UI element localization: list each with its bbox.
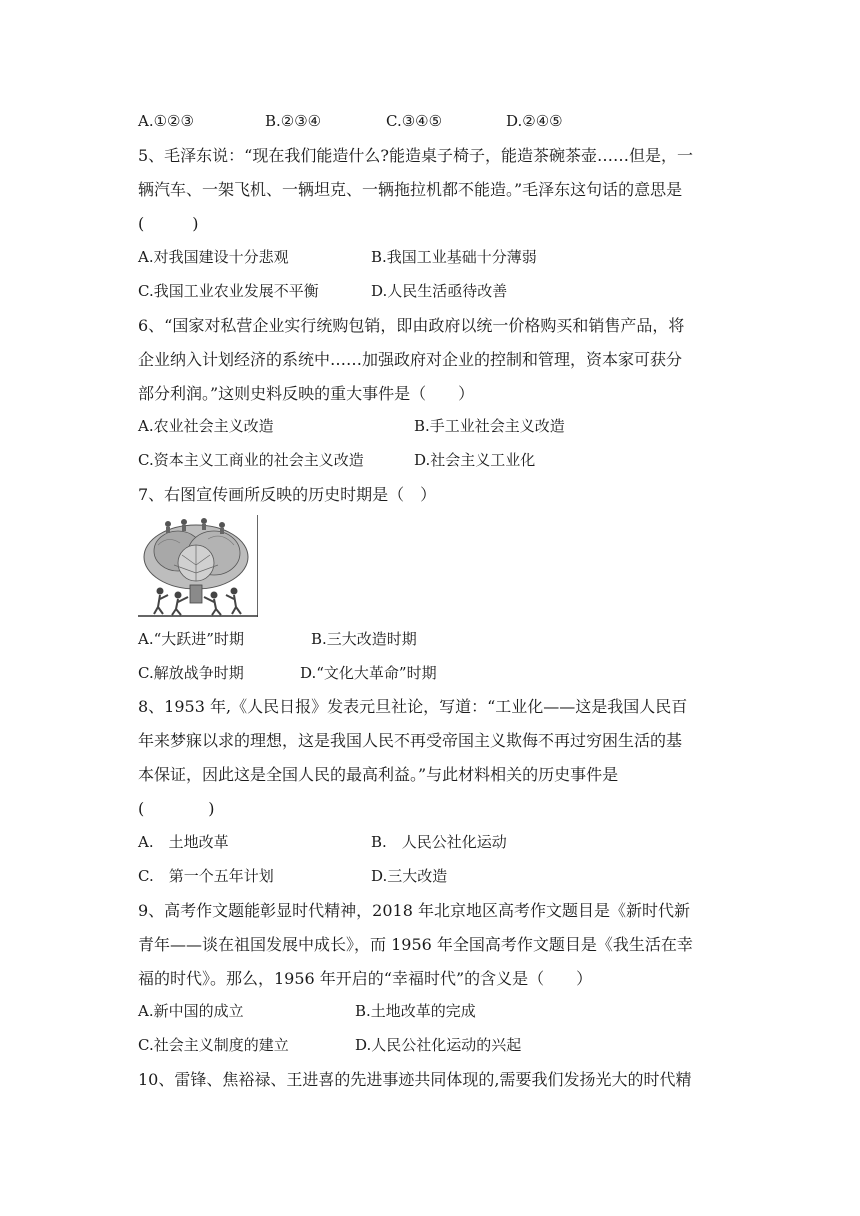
q9-option-c: C.社会主义制度的建立 (138, 1036, 289, 1054)
q7-option-d: D.“文化大革命”时期 (300, 664, 437, 682)
q9-stem-line: 福的时代》。那么，1956 年开启的“幸福时代”的含义是（ ） (138, 969, 593, 988)
q8-option-c: C. 第一个五年计划 (138, 867, 274, 885)
q5-option-a: A.对我国建设十分悲观 (138, 248, 289, 266)
q6-stem-line: 6、“国家对私营企业实行统购包销，即由政府以统一价格购买和销售产品，将 (138, 316, 685, 335)
q6-option-d: D.社会主义工业化 (414, 451, 536, 469)
q9-option-d: D.人民公社化运动的兴起 (355, 1036, 522, 1054)
q4-option-c: C.③④⑤ (386, 112, 443, 130)
q5-answer-blank: ( ) (138, 214, 199, 233)
q10-stem-line: 10、雷锋、焦裕禄、王进喜的先进事迹共同体现的,需要我们发扬光大的时代精 (138, 1070, 692, 1089)
q8-option-a: A. 土地改革 (138, 833, 229, 851)
q9-stem-line: 9、高考作文题能彰显时代精神，2018 年北京地区高考作文题目是《新时代新 (138, 901, 690, 920)
q8-option-b: B. 人民公社化运动 (371, 833, 507, 851)
q5-option-c: C.我国工业农业发展不平衡 (138, 282, 319, 300)
q6-option-b: B.手工业社会主义改造 (414, 417, 565, 435)
q5-option-d: D.人民生活亟待改善 (371, 282, 508, 300)
q8-option-d: D.三大改造 (371, 867, 448, 885)
q7-option-c: C.解放战争时期 (138, 664, 244, 682)
q8-stem-line: 本保证，因此这是全国人民的最高利益。”与此材料相关的历史事件是 (138, 765, 619, 784)
q9-stem-line: 青年——谈在祖国发展中成长》，而 1956 年全国高考作文题目是《我生活在幸 (138, 935, 693, 954)
q4-option-a: A.①②③ (138, 112, 194, 130)
q4-option-b: B.②③④ (265, 112, 322, 130)
q7-stem-line: 7、右图宣传画所反映的历史时期是（ ） (138, 485, 437, 504)
q5-option-b: B.我国工业基础十分薄弱 (371, 248, 537, 266)
q5-stem-line: 5、毛泽东说：“现在我们能造什么?能造桌子椅子，能造茶碗茶壶……但是，一 (138, 146, 693, 165)
q6-option-a: A.农业社会主义改造 (138, 417, 274, 435)
q6-option-c: C.资本主义工商业的社会主义改造 (138, 451, 364, 469)
q6-stem-line: 企业纳入计划经济的系统中……加强政府对企业的控制和管理，资本家可获分 (138, 350, 683, 369)
q9-option-b: B.土地改革的完成 (355, 1002, 476, 1020)
propaganda-poster-image (138, 515, 258, 617)
q7-option-a: A.“大跃进”时期 (138, 630, 244, 648)
q4-option-d: D.②④⑤ (506, 112, 563, 130)
q6-stem-line: 部分利润。”这则史料反映的重大事件是（ ） (138, 384, 475, 403)
q9-option-a: A.新中国的成立 (138, 1002, 244, 1020)
q7-option-b: B.三大改造时期 (311, 630, 417, 648)
q8-stem-line: 年来梦寐以求的理想，这是我国人民不再受帝国主义欺侮不再过穷困生活的基 (138, 731, 683, 750)
q8-stem-line: 8、1953 年,《人民日报》发表元旦社论，写道：“工业化——这是我国人民百 (138, 697, 688, 716)
q8-answer-blank: ( ) (138, 799, 215, 818)
q5-stem-line: 辆汽车、一架飞机、一辆坦克、一辆拖拉机都不能造。”毛泽东这句话的意思是 (138, 180, 683, 199)
